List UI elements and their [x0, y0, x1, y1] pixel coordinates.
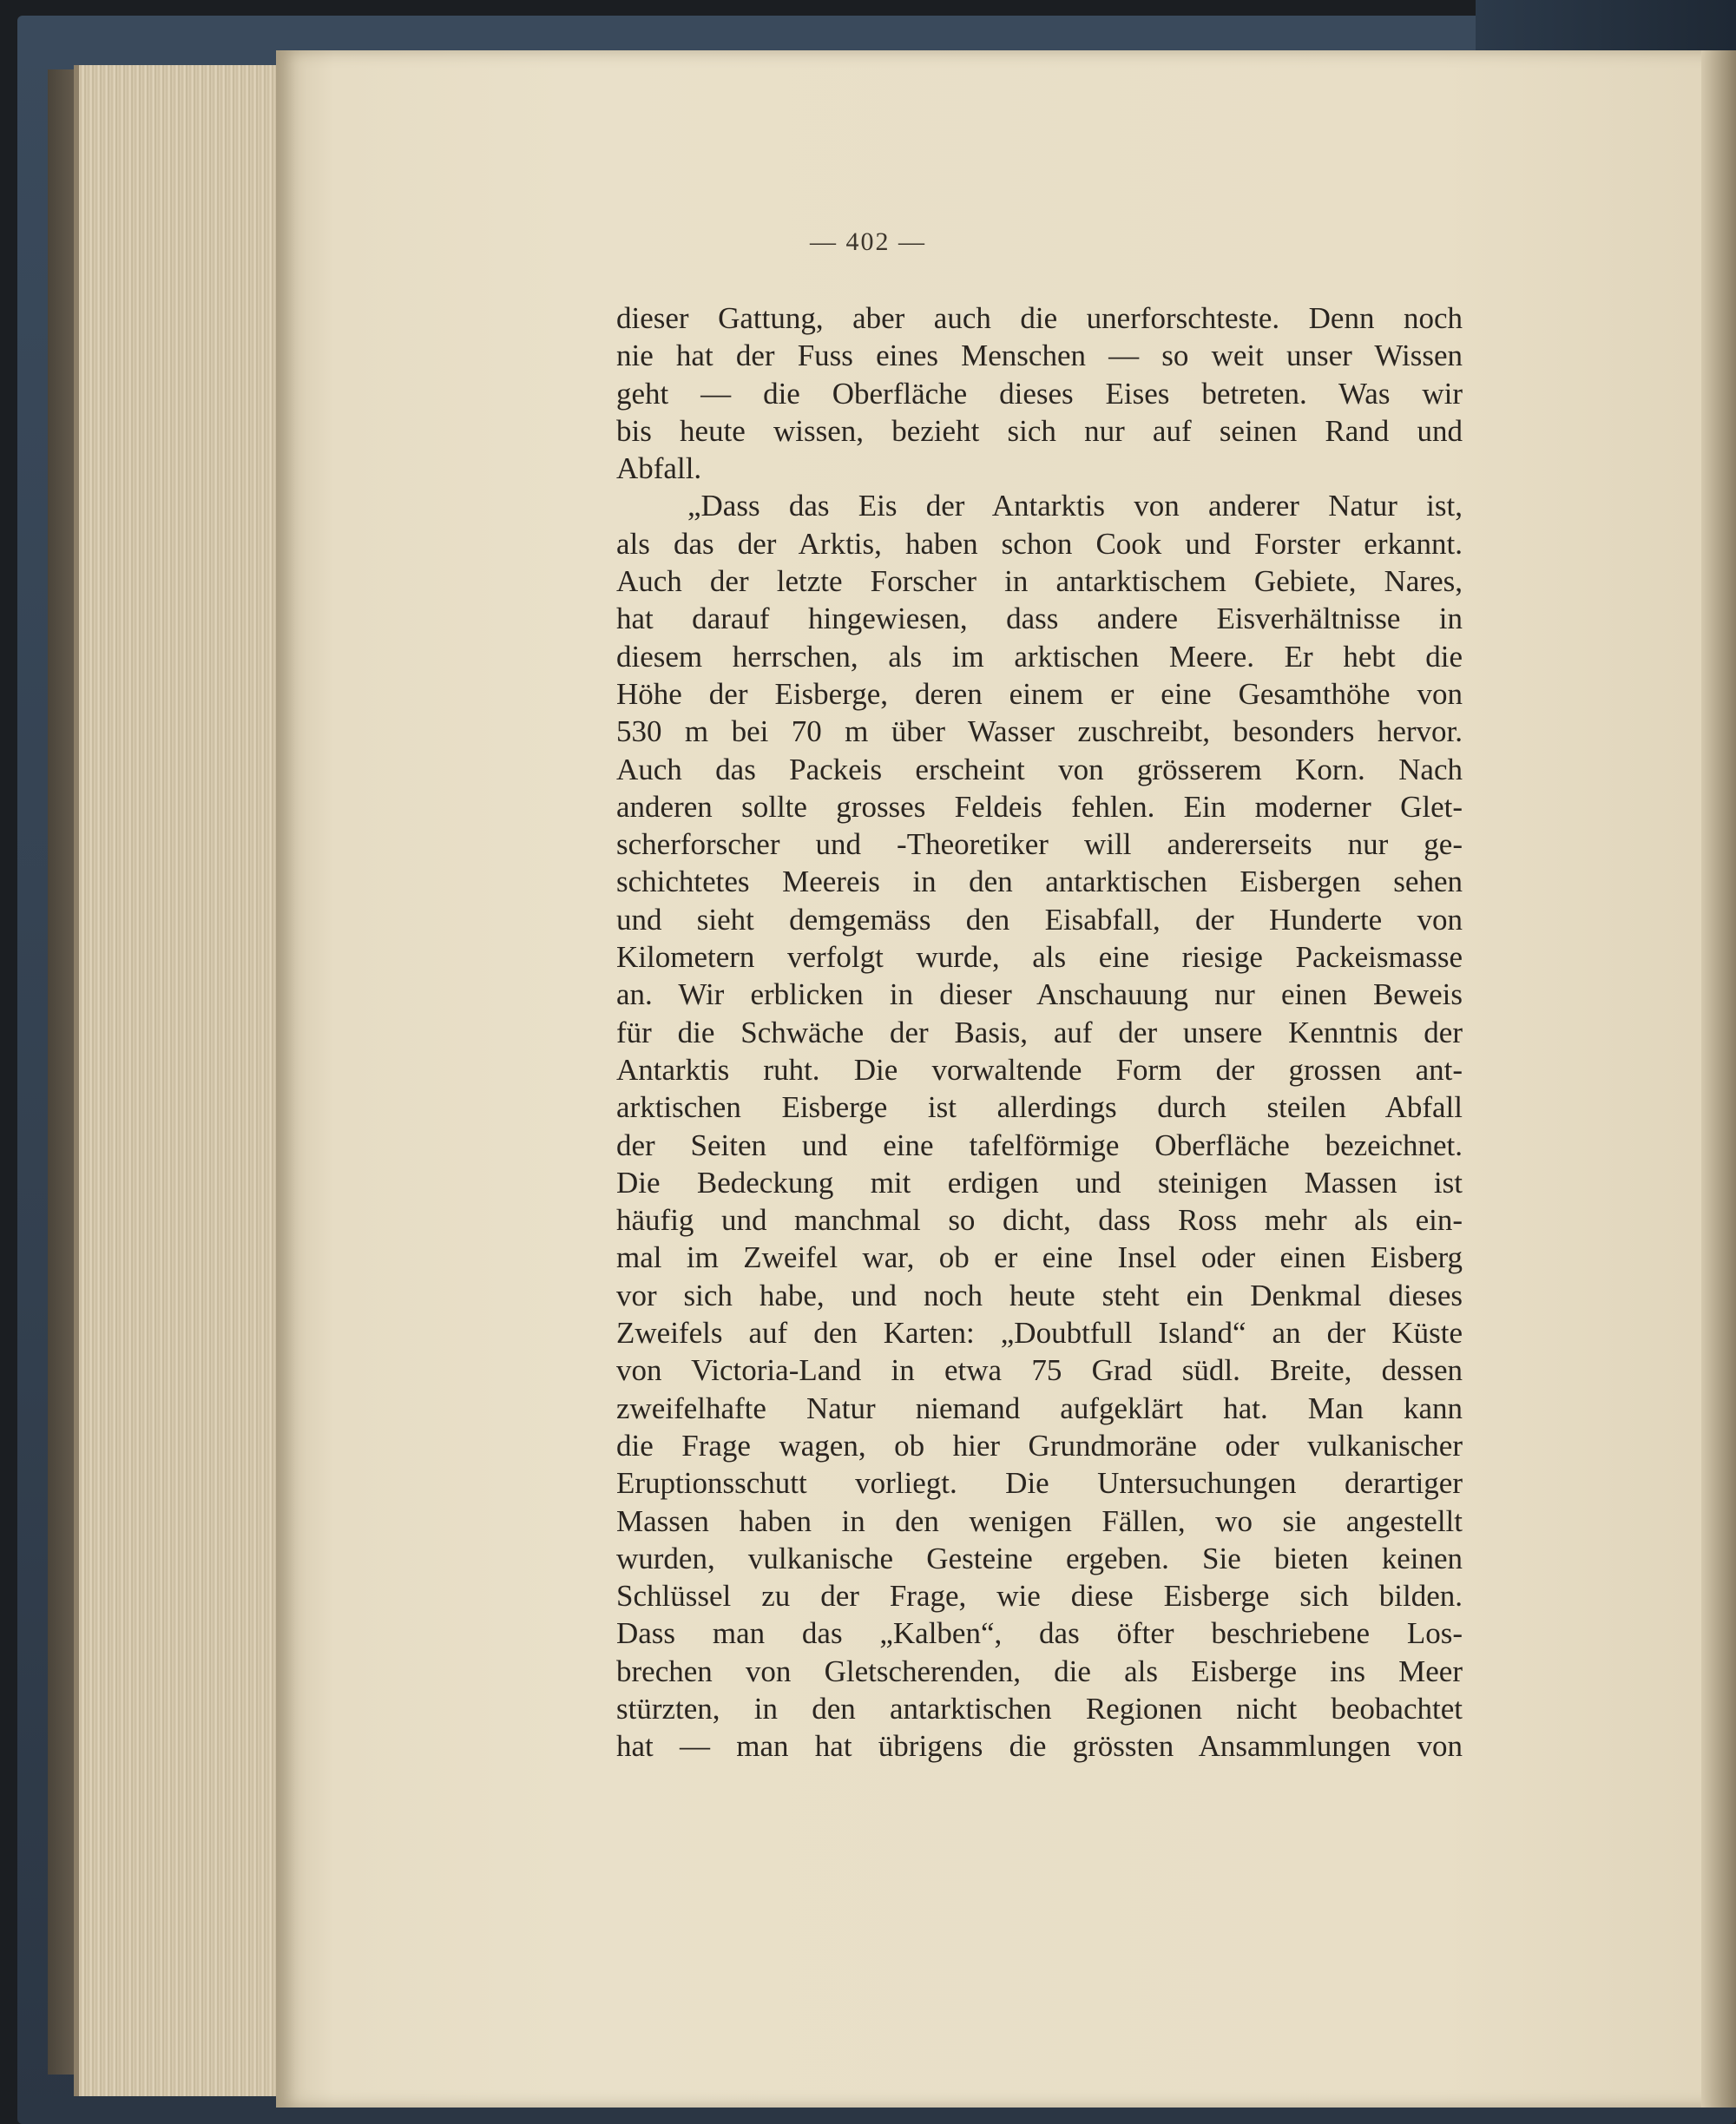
text-line: Auch das Packeis erscheint von grösserem Korn. Nach	[616, 752, 1463, 786]
text-line: nie hat der Fuss eines Menschen — so weit unser Wissen	[616, 339, 1463, 373]
text-line: zweifelhafte Natur niemand aufgeklärt hat. Man kann	[616, 1391, 1463, 1425]
text-line: hat darauf hingewiesen, dass andere Eisverhältnisse in	[616, 602, 1463, 636]
text-line: Auch der letzte Forscher in antarktischem Gebiete, Nares,	[616, 564, 1463, 599]
page-edges	[74, 65, 287, 2096]
text-line: Massen haben in den wenigen Fällen, wo sie angestellt	[616, 1503, 1463, 1538]
text-line: „Dass das Eis der Antarktis von anderer Natur ist,	[687, 489, 1463, 523]
text-line: an. Wir erblicken in dieser Anschauung nur einen Beweis	[616, 977, 1463, 1012]
text-line: bis heute wissen, bezieht sich nur auf seinen Rand und	[616, 413, 1463, 448]
text-line: Kilometern verfolgt wurde, als eine riesige Packeismasse	[616, 940, 1463, 975]
text-line: scherforscher und -Theoretiker will andererseits nur ge-	[616, 827, 1463, 862]
text-line: Die Bedeckung mit erdigen und steinigen Massen ist	[616, 1165, 1463, 1200]
text-line: der Seiten und eine tafelförmige Oberfläche bezeichnet.	[616, 1128, 1463, 1162]
text-line: vor sich habe, und noch heute steht ein Denkmal dieses	[616, 1278, 1463, 1312]
text-line: häufig und manchmal so dicht, dass Ross mehr als ein-	[616, 1203, 1463, 1238]
text-line: stürzten, in den antarktischen Regionen nicht beobachtet	[616, 1691, 1463, 1726]
text-line: für die Schwäche der Basis, auf der unsere Kenntnis der	[616, 1015, 1463, 1049]
text-line: von Victoria-Land in etwa 75 Grad südl. Breite, dessen	[616, 1353, 1463, 1388]
text-line: Dass man das „Kalben“, das öfter beschriebene Los-	[616, 1616, 1463, 1651]
text-line: wurden, vulkanische Gesteine ergeben. Sie bieten keinen	[616, 1541, 1463, 1575]
text-line: schichtetes Meereis in den antarktischen Eisbergen sehen	[616, 865, 1463, 899]
text-line: Antarktis ruht. Die vorwaltende Form der grossen ant-	[616, 1052, 1463, 1087]
text-line: hat — man hat übrigens die grössten Ansammlungen von	[616, 1729, 1463, 1764]
text-line: dieser Gattung, aber auch die unerforschteste. Denn noch	[616, 301, 1463, 335]
text-line: mal im Zweifel war, ob er eine Insel oder einen Eisberg	[616, 1240, 1463, 1275]
text-line: Eruptionsschutt vorliegt. Die Untersuchungen derartiger	[616, 1466, 1463, 1501]
text-line: brechen von Gletscherenden, die als Eisberge ins Meer	[616, 1654, 1463, 1688]
book-cover-corner	[1476, 0, 1736, 52]
text-line: anderen sollte grosses Feldeis fehlen. Ein moderner Glet-	[616, 789, 1463, 824]
text-line: Schlüssel zu der Frage, wie diese Eisberge sich bilden.	[616, 1579, 1463, 1614]
text-line: Abfall.	[616, 451, 702, 486]
page-right-edge	[1701, 50, 1736, 2108]
text-line: Höhe der Eisberge, deren einem er eine Gesamthöhe von	[616, 676, 1463, 711]
text-line: als das der Arktis, haben schon Cook und Forster erkannt.	[616, 526, 1463, 561]
text-line: 530 m bei 70 m über Wasser zuschreibt, besonders hervor.	[616, 714, 1463, 749]
text-line: Zweifels auf den Karten: „Doubtfull Island“ an der Küste	[616, 1316, 1463, 1351]
text-line: und sieht demgemäss den Eisabfall, der Hunderte von	[616, 902, 1463, 937]
text-line: die Frage wagen, ob hier Grundmoräne oder vulkanischer	[616, 1428, 1463, 1463]
text-line: diesem herrschen, als im arktischen Meere. Er hebt die	[616, 639, 1463, 674]
text-line: geht — die Oberfläche dieses Eises betreten. Was wir	[616, 376, 1463, 411]
page-number: — 402 —	[810, 227, 926, 256]
body-text	[616, 299, 1463, 1766]
text-line: arktischen Eisberge ist allerdings durch steilen Abfall	[616, 1090, 1463, 1125]
